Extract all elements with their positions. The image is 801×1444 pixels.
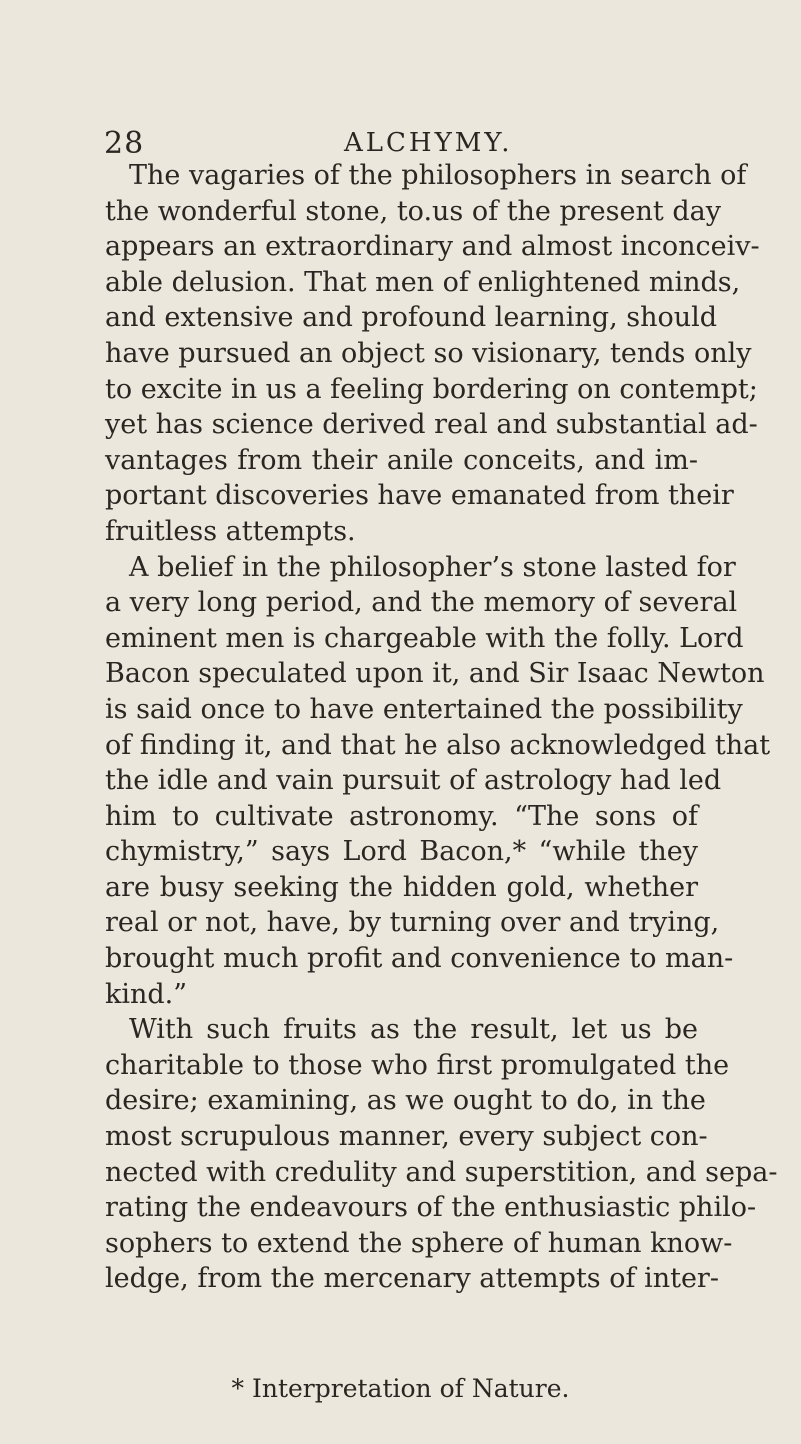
text-line: The vagaries of the philosophers in search of (129, 160, 747, 191)
text-line: vantages from their anile conceits, and im- (105, 444, 698, 476)
text-line: rating the endeavours of the enthusiastic philo- (105, 1192, 757, 1224)
text-line: have pursued an object so visionary, tends only (105, 337, 752, 369)
text-line: chymistry,” says Lord Bacon,* “while they (105, 836, 698, 868)
text-line: eminent men is chargeable with the folly. Lord (105, 622, 744, 654)
text-line: desire; examining, as we ought to do, in the (105, 1085, 706, 1117)
text-line: yet has science derived real and substantial ad- (105, 409, 758, 441)
text-line: fruitless attempts. (105, 515, 356, 547)
text-line: the wonderful stone, to.us of the present day (105, 195, 721, 227)
text-line: him to cultivate astronomy. “The sons of (105, 800, 698, 832)
text-line: and extensive and profound learning, should (105, 302, 718, 334)
text-line: charitable to those who first promulgated the (105, 1049, 730, 1081)
text-line: brought much profit and convenience to man- (105, 943, 734, 975)
text-line: to excite in us a feeling bordering on contempt; (105, 373, 758, 405)
text-line: a very long period, and the memory of several (105, 587, 738, 619)
text-line: able delusion. That men of enlightened minds, (105, 266, 741, 298)
text-line: real or not, have, by turning over and trying, (105, 907, 720, 939)
running-title: ALCHYMY. (344, 128, 513, 158)
text-line: the idle and vain pursuit of astrology had led (105, 765, 722, 797)
text-line: ledge, from the mercenary attempts of inter- (105, 1263, 719, 1295)
text-line: is said once to have entertained the possibility (105, 693, 743, 725)
text-line: A belief in the philosopher’s stone lasted for (129, 551, 736, 583)
text-line: With such fruits as the result, let us be (129, 1014, 698, 1046)
text-line: are busy seeking the hidden gold, whether (105, 871, 698, 903)
body-text (105, 158, 778, 1297)
text-line: most scrupulous manner, every subject con- (105, 1121, 708, 1153)
text-line: portant discoveries have emanated from their (105, 480, 734, 512)
page-number: 28 (104, 126, 145, 161)
text-line: kind.” (105, 978, 188, 1010)
text-line: sophers to extend the sphere of human know- (105, 1227, 733, 1259)
text-line: appears an extraordinary and almost inconceiv- (105, 231, 760, 263)
text-line: of finding it, and that he also acknowledged that (105, 729, 771, 761)
text-line: nected with credulity and superstition, and sepa- (105, 1156, 778, 1188)
text-line: Bacon speculated upon it, and Sir Isaac Newton (105, 658, 765, 690)
footnote: * Interpretation of Nature. (231, 1374, 570, 1403)
